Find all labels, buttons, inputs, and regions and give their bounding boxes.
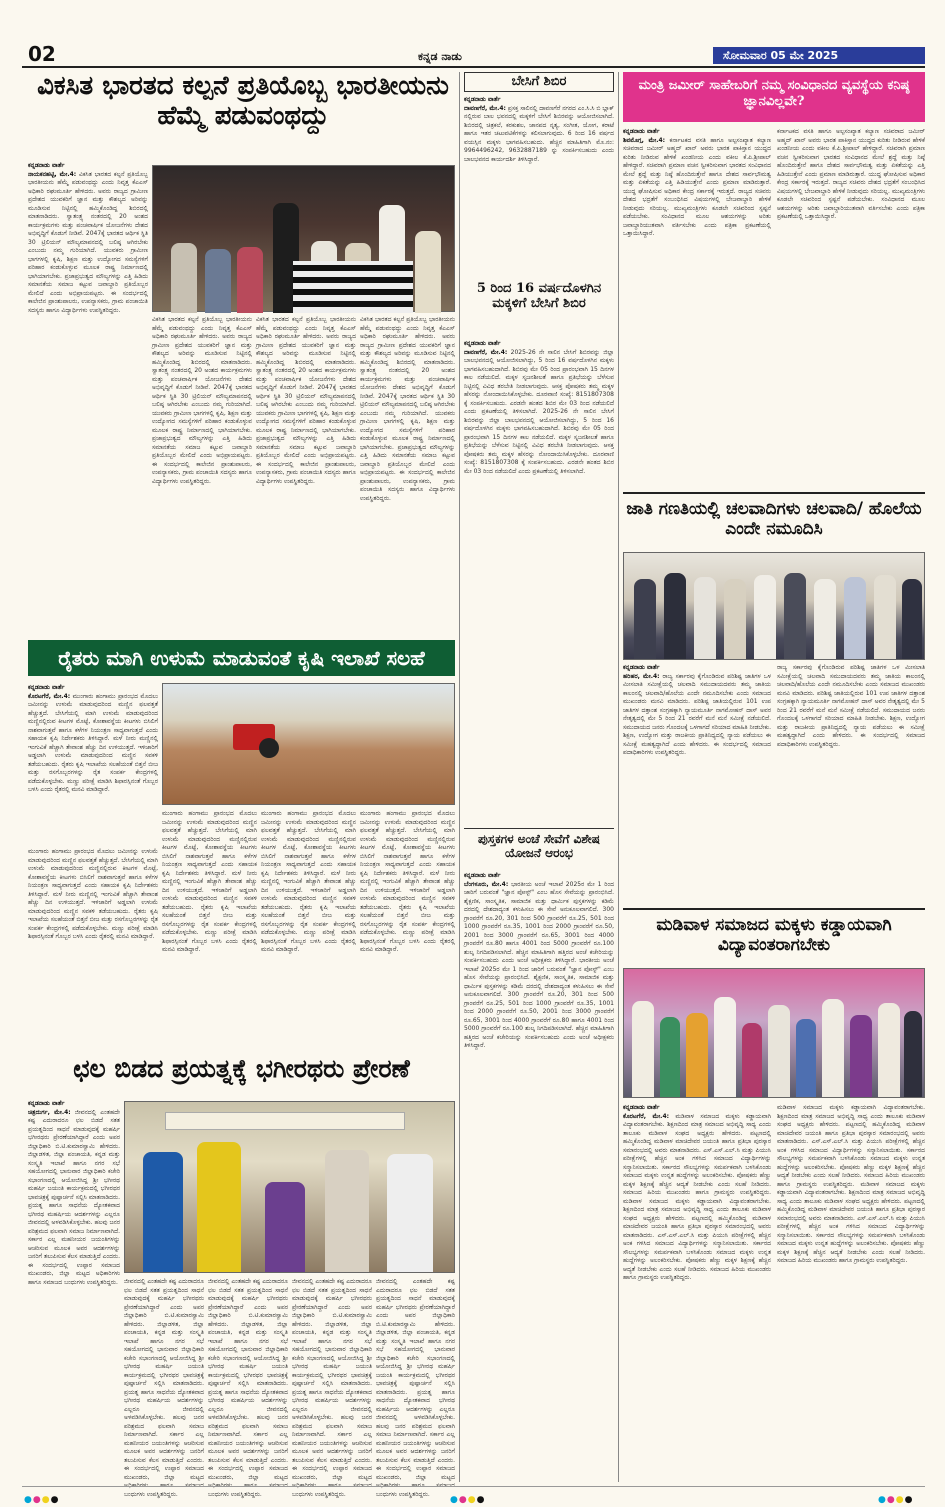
books-text: ಕನ್ನಡನಾಡು ವಾರ್ತೆ ಬೆಂಗಳೂರು, ಮೇ.4: ಭಾರತೀಯ ಅಂಚೆ ಇಲಾಖೆ 2025ರ ಮೇ 1 ರಿಂದ ಜಾರಿಗೆ ಬರುವಂತೆ "ಜ್ಞಾನ ಪೋಸ್ಟ್" ಎಂಬ ಹೊಸ ಸೇವೆಯನ್ನು ಪ್ರಾರಂಭಿಸಿದೆ. ಶೈಕ್ಷಣಿಕ, ಸಾಂಸ್ಕೃತಿಕ, ಸಾಮಾಜಿಕ ಮತ್ತು ಧಾರ್ಮಿಕ ಪುಸ್ತಕಗಳನ್ನು ಕಡಿಮೆ ದರದಲ್ಲಿ ದೇಶದಾದ್ಯಂತ ಕಳುಹಿಸಲು ಈ ಸೇವೆ ಅನುಕೂಲವಾಗಲಿದೆ. 300 ಗ್ರಾಂವರೆಗೆ ರೂ.20, 301 ರಿಂದ 500 ಗ್ರಾಂವರೆಗೆ ರೂ.25, 501 ರಿಂದ 1000 ಗ್ರಾಂವರೆಗೆ ರೂ.35, 1001 ರಿಂದ 2000 ಗ್ರಾಂವರೆಗೆ ರೂ.50, 2001 ರಿಂದ 3000 ಗ್ರಾಂವರೆಗೆ ರೂ.65, 3001 ರಿಂದ 4000 ಗ್ರಾಂವರೆಗೆ ರೂ.80 ಹಾಗೂ 4001 ರಿಂದ 5000 ಗ್ರಾಂವರೆಗೆ ರೂ.100 ಶುಲ್ಕ ನಿಗದಿಪಡಿಸಲಾಗಿದೆ. ಹೆಚ್ಚಿನ ಮಾಹಿತಿಗಾಗಿ ಹತ್ತಿರದ ಅಂಚೆ ಕಚೇರಿಯನ್ನು ಸಂಪರ್ಕಿಸಬಹುದು ಎಂದು ಅಂಚೆ ಅಧೀಕ್ಷಕರು ತಿಳಿಸಿದ್ದಾರೆ. ಭಾರತೀಯ ಅಂಚೆ ಇಲಾಖೆ 2025ರ ಮೇ 1 ರಿಂದ ಜಾರಿಗೆ ಬರುವಂತೆ "ಜ್ಞಾನ ಪೋಸ್ಟ್" ಎಂಬ ಹೊಸ ಸೇವೆಯನ್ನು ಪ್ರಾರಂಭಿಸಿದೆ. ಶೈಕ್ಷಣಿಕ, ಸಾಂಸ್ಕೃತಿಕ, ಸಾಮಾಜಿಕ ಮತ್ತು ಧಾರ್ಮಿಕ ಪುಸ್ತಕಗಳನ್ನು ಕಡಿಮೆ ದರದಲ್ಲಿ ದೇಶದಾದ್ಯಂತ ಕಳುಹಿಸಲು ಈ ಸೇವೆ ಅನುಕೂಲವಾಗಲಿದೆ. 300 ಗ್ರಾಂವರೆಗೆ ರೂ.20, 301 ರಿಂದ 500 ಗ್ರಾಂವರೆಗೆ ರೂ.25, 501 ರಿಂದ 1000 ಗ್ರಾಂವರೆಗೆ ರೂ.35, 1001 ರಿಂದ 2000 ಗ್ರಾಂವರೆಗೆ ರೂ.50, 2001 ರಿಂದ 3000 ಗ್ರಾಂವರೆಗೆ ರೂ.65, 3001 ರಿಂದ 4000 ಗ್ರಾಂವರೆಗೆ ರೂ.80 ಹಾಗೂ 4001 ರಿಂದ 5000 ಗ್ರಾಂವರೆಗೆ ರೂ.100 ಶುಲ್ಕ ನಿಗದಿಪಡಿಸಲಾಗಿದೆ. ಹೆಚ್ಚಿನ ಮಾಹಿತಿಗಾಗಿ ಹತ್ತಿರದ ಅಂಚೆ ಕಚೇರಿಯನ್ನು ಸಂಪರ್ಕಿಸಬಹುದು ಎಂದು ಅಂಚೆ ಅಧೀಕ್ಷಕರು ತಿಳಿಸಿದ್ದಾರೆ. [464, 872, 614, 1049]
farmers-text-col4: ಮುಂಗಾರು ಹಂಗಾಮು ಪ್ರಾರಂಭದ ಮೊದಲು ಜಮೀನನ್ನು ಉಳುಮೆ ಮಾಡುವುದರಿಂದ ಮಣ್ಣಿನ ಫಲವತ್ತತೆ ಹೆಚ್ಚುತ್ತದೆ. ಬೇಸಿಗೆಯಲ್ಲಿ ಮಾಗಿ ಉಳುಮೆ ಮಾಡುವುದರಿಂದ ಮಣ್ಣಿನಲ್ಲಿರುವ ಕೀಟಗಳ ಮೊಟ್ಟೆ, ಕೋಶಾವಸ್ಥೆಯ ಕೀಟಗಳು ಬಿಸಿಲಿಗೆ ನಾಶವಾಗುತ್ತವೆ ಹಾಗೂ ಕಳೆಗಳ ನಿಯಂತ್ರಣ ಸಾಧ್ಯವಾಗುತ್ತದೆ ಎಂದು ಸಹಾಯಕ ಕೃಷಿ ನಿರ್ದೇಶಕರು ತಿಳಿಸಿದ್ದಾರೆ. ಮಳೆ ನೀರು ಮಣ್ಣಿನಲ್ಲಿ ಇಂಗುವಿಕೆ ಹೆಚ್ಚಾಗಿ ತೇವಾಂಶ ಹೆಚ್ಚು ದಿನ ಉಳಿಯುತ್ತದೆ. ಇಳಿಜಾರಿಗೆ ಅಡ್ಡಲಾಗಿ ಉಳುಮೆ ಮಾಡುವುದರಿಂದ ಮಣ್ಣಿನ ಸವಕಳಿ ತಡೆಯಬಹುದು. ರೈತರು ಕೃಷಿ ಇಲಾಖೆಯ ಸಲಹೆಯಂತೆ ಬಿತ್ತನೆ ಬೀಜ ಮತ್ತು ರಸಗೊಬ್ಬರಗಳನ್ನು ರೈತ ಸಂಪರ್ಕ ಕೇಂದ್ರಗಳಲ್ಲಿ ಪಡೆದುಕೊಳ್ಳಬೇಕು. ಮಣ್ಣು ಪರೀಕ್ಷೆ ಮಾಡಿಸಿ ಶಿಫಾರಸ್ಸಿನಂತೆ ಗೊಬ್ಬರ ಬಳಸಿ ಎಂದು ರೈತರಲ್ಲಿ ಮನವಿ ಮಾಡಿದ್ದಾರೆ. [360, 810, 455, 953]
books-body: ಭಾರತೀಯ ಅಂಚೆ ಇಲಾಖೆ 2025ರ ಮೇ 1 ರಿಂದ ಜಾರಿಗೆ ಬರುವಂತೆ "ಜ್ಞಾನ ಪೋಸ್ಟ್" ಎಂಬ ಹೊಸ ಸೇವೆಯನ್ನು ಪ್ರಾರಂಭಿಸಿದೆ. ಶೈಕ್ಷಣಿಕ, ಸಾಂಸ್ಕೃತಿಕ, ಸಾಮಾಜಿಕ ಮತ್ತು ಧಾರ್ಮಿಕ ಪುಸ್ತಕಗಳನ್ನು ಕಡಿಮೆ ದರದಲ್ಲಿ ದೇಶದಾದ್ಯಂತ ಕಳುಹಿಸಲು ಈ ಸೇವೆ ಅನುಕೂಲವಾಗಲಿದೆ. 300 ಗ್ರಾಂವರೆಗೆ ರೂ.20, 301 ರಿಂದ 500 ಗ್ರಾಂವರೆಗೆ ರೂ.25, 501 ರಿಂದ 1000 ಗ್ರಾಂವರೆಗೆ ರೂ.35, 1001 ರಿಂದ 2000 ಗ್ರಾಂವರೆಗೆ ರೂ.50, 2001 ರಿಂದ 3000 ಗ್ರಾಂವರೆಗೆ ರೂ.65, 3001 ರಿಂದ 4000 ಗ್ರಾಂವರೆಗೆ ರೂ.80 ಹಾಗೂ 4001 ರಿಂದ 5000 ಗ್ರಾಂವರೆಗೆ ರೂ.100 ಶುಲ್ಕ ನಿಗದಿಪಡಿಸಲಾಗಿದೆ. ಹೆಚ್ಚಿನ ಮಾಹಿತಿಗಾಗಿ ಹತ್ತಿರದ ಅಂಚೆ ಕಚೇರಿಯನ್ನು ಸಂಪರ್ಕಿಸಬಹುದು ಎಂದು ಅಂಚೆ ಅಧೀಕ್ಷಕರು ತಿಳಿಸಿದ್ದಾರೆ. [464, 880, 614, 964]
farmers-body: ಮುಂಗಾರು ಹಂಗಾಮು ಪ್ರಾರಂಭದ ಮೊದಲು ಜಮೀನನ್ನು ಉಳುಮೆ ಮಾಡುವುದರಿಂದ ಮಣ್ಣಿನ ಫಲವತ್ತತೆ ಹೆಚ್ಚುತ್ತದೆ. ಬೇಸಿಗೆಯಲ್ಲಿ ಮಾಗಿ ಉಳುಮೆ ಮಾಡುವುದರಿಂದ ಮಣ್ಣಿನಲ್ಲಿರುವ ಕೀಟಗಳ ಮೊಟ್ಟೆ, ಕೋಶಾವಸ್ಥೆಯ ಕೀಟಗಳು ಬಿಸಿಲಿಗೆ ನಾಶವಾಗುತ್ತವೆ ಹಾಗೂ ಕಳೆಗಳ ನಿಯಂತ್ರಣ ಸಾಧ್ಯವಾಗುತ್ತದೆ ಎಂದು ಸಹಾಯಕ ಕೃಷಿ ನಿರ್ದೇಶಕರು ತಿಳಿಸಿದ್ದಾರೆ. ಮಳೆ ನೀರು ಮಣ್ಣಿನಲ್ಲಿ ಇಂಗುವಿಕೆ ಹೆಚ್ಚಾಗಿ ತೇವಾಂಶ ಹೆಚ್ಚು ದಿನ ಉಳಿಯುತ್ತದೆ. ಇಳಿಜಾರಿಗೆ ಅಡ್ಡಲಾಗಿ ಉಳುಮೆ ಮಾಡುವುದರಿಂದ ಮಣ್ಣಿನ ಸವಕಳಿ ತಡೆಯಬಹುದು. ರೈತರು ಕೃಷಿ ಇಲಾಖೆಯ ಸಲಹೆಯಂತೆ ಬಿತ್ತನೆ ಬೀಜ ಮತ್ತು ರಸಗೊಬ್ಬರಗಳನ್ನು ರೈತ ಸಂಪರ್ಕ ಕೇಂದ್ರಗಳಲ್ಲಿ ಪಡೆದುಕೊಳ್ಳಬೇಕು. ಮಣ್ಣು ಪರೀಕ್ಷೆ ಮಾಡಿಸಿ ಶಿಫಾರಸ್ಸಿನಂತೆ ಗೊಬ್ಬರ ಬಳಸಿ ಎಂದು ರೈತರಲ್ಲಿ ಮನವಿ ಮಾಡಿದ್ದಾರೆ. [28, 692, 158, 793]
tractor-icon [233, 724, 275, 750]
registration-marks-center-icon: ●●●● [450, 1495, 486, 1505]
column-divider-left [459, 72, 460, 1482]
footer-rule [22, 1486, 925, 1487]
farmers-byline: ಕನ್ನಡನಾಡು ವಾರ್ತೆ [28, 684, 65, 691]
farmers-text-col2: ಮುಂಗಾರು ಹಂಗಾಮು ಪ್ರಾರಂಭದ ಮೊದಲು ಜಮೀನನ್ನು ಉಳುಮೆ ಮಾಡುವುದರಿಂದ ಮಣ್ಣಿನ ಫಲವತ್ತತೆ ಹೆಚ್ಚುತ್ತದೆ. ಬೇಸಿಗೆಯಲ್ಲಿ ಮಾಗಿ ಉಳುಮೆ ಮಾಡುವುದರಿಂದ ಮಣ್ಣಿನಲ್ಲಿರುವ ಕೀಟಗಳ ಮೊಟ್ಟೆ, ಕೋಶಾವಸ್ಥೆಯ ಕೀಟಗಳು ಬಿಸಿಲಿಗೆ ನಾಶವಾಗುತ್ತವೆ ಹಾಗೂ ಕಳೆಗಳ ನಿಯಂತ್ರಣ ಸಾಧ್ಯವಾಗುತ್ತದೆ ಎಂದು ಸಹಾಯಕ ಕೃಷಿ ನಿರ್ದೇಶಕರು ತಿಳಿಸಿದ್ದಾರೆ. ಮಳೆ ನೀರು ಮಣ್ಣಿನಲ್ಲಿ ಇಂಗುವಿಕೆ ಹೆಚ್ಚಾಗಿ ತೇವಾಂಶ ಹೆಚ್ಚು ದಿನ ಉಳಿಯುತ್ತದೆ. ಇಳಿಜಾರಿಗೆ ಅಡ್ಡಲಾಗಿ ಉಳುಮೆ ಮಾಡುವುದರಿಂದ ಮಣ್ಣಿನ ಸವಕಳಿ ತಡೆಯಬಹುದು. ರೈತರು ಕೃಷಿ ಇಲಾಖೆಯ ಸಲಹೆಯಂತೆ ಬಿತ್ತನೆ ಬೀಜ ಮತ್ತು ರಸಗೊಬ್ಬರಗಳನ್ನು ರೈತ ಸಂಪರ್ಕ ಕೇಂದ್ರಗಳಲ್ಲಿ ಪಡೆದುಕೊಳ್ಳಬೇಕು. ಮಣ್ಣು ಪರೀಕ್ಷೆ ಮಾಡಿಸಿ ಶಿಫಾರಸ್ಸಿನಂತೆ ಗೊಬ್ಬರ ಬಳಸಿ ಎಂದು ರೈತರಲ್ಲಿ ಮನವಿ ಮಾಡಿದ್ದಾರೆ. [162, 810, 257, 953]
books-headline: ಪುಸ್ತಕಗಳ ಅಂಚೆ ಸೇವೆಗೆ ವಿಶೇಷ ಯೋಜನೆ ಆರಂಭ [464, 828, 614, 861]
books-dateline: ಬೆಂಗಳೂರು, ಮೇ.4: [464, 880, 509, 888]
main-story-text-col3: ವಿಕಸಿತ ಭಾರತದ ಕಲ್ಪನೆ ಪ್ರತಿಯೊಬ್ಬ ಭಾರತೀಯನು ಹೆಮ್ಮೆ ಪಡುವಂಥದ್ದು ಎಂದು ನಿವೃತ್ತ ಕೆಎಎಸ್ ಅಧಿಕಾರಿ ರಘುಮೂರ್ತಿ ಹೇಳಿದರು. ಅವರು ರಾಜ್ಯದ ಗ್ರಾಮೀಣ ಪ್ರದೇಶದ ಯುವಕರಿಗೆ ಜ್ಞಾನ ಮತ್ತು ಕೌಶಲ್ಯದ ಅರಿವನ್ನು ಮೂಡಿಸುವ ನಿಟ್ಟಿನಲ್ಲಿ ಹಮ್ಮಿಕೊಂಡಿದ್ದ ಶಿಬಿರದಲ್ಲಿ ಮಾತನಾಡಿದರು. ಸ್ವಾತಂತ್ರ್ಯ ನಂತರದಲ್ಲಿ 20 ಅಂಶದ ಕಾರ್ಯಕ್ರಮಗಳು ಮತ್ತು ಪಂಚವಾರ್ಷಿಕ ಯೋಜನೆಗಳು ದೇಶದ ಅಭಿವೃದ್ಧಿಗೆ ಕೊಡುಗೆ ನೀಡಿವೆ. 2047ಕ್ಕೆ ಭಾರತದ ಆರ್ಥಿಕ ಸ್ಥಿತಿ 30 ಟ್ರಿಲಿಯನ್ ಮೌಲ್ಯಮಾಪನದಲ್ಲಿ ಬಲಿಷ್ಠ ಆಗಿರಬೇಕು ಎಂಬುದು ನಮ್ಮ ಗುರಿಯಾಗಿದೆ. ಯುವಕರು ಗ್ರಾಮೀಣ ಭಾಗಗಳಲ್ಲಿ ಕೃಷಿ, ಶಿಕ್ಷಣ ಮತ್ತು ಉದ್ಯೋಗದ ಸಮಸ್ಯೆಗಳಿಗೆ ಪರಿಹಾರ ಕಂಡುಕೊಳ್ಳುವ ಮೂಲಕ ರಾಷ್ಟ್ರ ನಿರ್ಮಾಣದಲ್ಲಿ ಭಾಗಿಯಾಗಬೇಕು. ಪ್ರಜಾಪ್ರಭುತ್ವದ ಮೌಲ್ಯಗಳನ್ನು ಎತ್ತಿ ಹಿಡಿದು ಸಮಾನತೆಯ ಸಮಾಜ ಕಟ್ಟುವ ಜವಾಬ್ದಾರಿ ಪ್ರತಿಯೊಬ್ಬರ ಮೇಲಿದೆ ಎಂದು ಅಭಿಪ್ರಾಯಪಟ್ಟರು. ಈ ಸಂದರ್ಭದಲ್ಲಿ ಕಾಲೇಜಿನ ಪ್ರಾಂಶುಪಾಲರು, ಉಪನ್ಯಾಸಕರು, ಗ್ರಾಮ ಪಂಚಾಯಿತಿ ಸದಸ್ಯರು ಹಾಗೂ ವಿದ್ಯಾರ್ಥಿಗಳು ಉಪಸ್ಥಿತರಿದ್ದರು. [256, 316, 356, 485]
bhagiratha-body: ಜೀವನದಲ್ಲಿ ಎಂತಹದೇ ಕಷ್ಟ ಎದುರಾದರೂ ಛಲ ಬಿಡದೆ ಸತತ ಪ್ರಯತ್ನದಿಂದ ಸಾಧನೆ ಮಾಡುವುದಕ್ಕೆ ಮಹರ್ಷಿ ಭಗೀರಥರು ಪ್ರೇರಣೆಯಾಗಿದ್ದಾರೆ ಎಂದು ಅಪರ ಜಿಲ್ಲಾಧಿಕಾರಿ ಬಿ.ಟಿ.ಕುಮಾರಸ್ವಾಮಿ ಹೇಳಿದರು. ಜಿಲ್ಲಾಡಳಿತ, ಜಿಲ್ಲಾ ಪಂಚಾಯತಿ, ಕನ್ನಡ ಮತ್ತು ಸಂಸ್ಕೃತಿ ಇಲಾಖೆ ಹಾಗೂ ನಗರ ಸಭೆ ಸಹಯೋಗದಲ್ಲಿ ಭಾನುವಾರ ಜಿಲ್ಲಾಧಿಕಾರಿ ಕಚೇರಿ ಸಭಾಂಗಣದಲ್ಲಿ ಆಯೋಜಿಸಿದ್ದ ಶ್ರೀ ಭಗೀರಥ ಮಹರ್ಷಿ ಜಯಂತಿ ಕಾರ್ಯಕ್ರಮದಲ್ಲಿ ಭಗೀರಥರ ಭಾವಚಿತ್ರಕ್ಕೆ ಪುಷ್ಪಾರ್ಚನೆ ಸಲ್ಲಿಸಿ ಮಾತನಾಡಿದರು. ಪ್ರಯತ್ನ ಹಾಗೂ ಸಾಧನೆಯ ದ್ಯೋತಕವಾದ ಭಗೀರಥ ಮಹರ್ಷಿಯ ಆದರ್ಶಗಳನ್ನು ಎಲ್ಲರೂ ಜೀವನದಲ್ಲಿ ಅಳವಡಿಸಿಕೊಳ್ಳಬೇಕು. ಹಲವು ಜನರ ಪರಿಶ್ರಮದ ಫಲವಾಗಿ ಸಮಾಜ ನಿರ್ಮಾಣವಾಗಿದೆ. ಸರ್ಕಾರ ಎಲ್ಲ ಮಹನೀಯರ ಜಯಂತಿಗಳನ್ನು ಆಚರಿಸುವ ಮೂಲಕ ಅವರ ಆದರ್ಶಗಳನ್ನು ಜನರಿಗೆ ತಲುಪಿಸುವ ಕೆಲಸ ಮಾಡುತ್ತಿದೆ ಎಂದರು. ಈ ಸಂದರ್ಭದಲ್ಲಿ ಉಪ್ಪಾರ ಸಮಾಜದ ಮುಖಂಡರು, ಜಿಲ್ಲಾ ಮಟ್ಟದ ಅಧಿಕಾರಿಗಳು ಹಾಗೂ ಸಮಾಜದ ಬಂಧುಗಳು ಉಪಸ್ಥಿತರಿದ್ದರು. [28, 1108, 120, 1286]
main-body: ವಿಕಸಿತ ಭಾರತದ ಕಲ್ಪನೆ ಪ್ರತಿಯೊಬ್ಬ ಭಾರತೀಯನು ಹೆಮ್ಮೆ ಪಡುವಂಥದ್ದು ಎಂದು ನಿವೃತ್ತ ಕೆಎಎಸ್ ಅಧಿಕಾರಿ ರಘುಮೂರ್ತಿ ಹೇಳಿದರು. ಅವರು ರಾಜ್ಯದ ಗ್ರಾಮೀಣ ಪ್ರದೇಶದ ಯುವಕರಿಗೆ ಜ್ಞಾನ ಮತ್ತು ಕೌಶಲ್ಯದ ಅರಿವನ್ನು ಮೂಡಿಸುವ ನಿಟ್ಟಿನಲ್ಲಿ ಹಮ್ಮಿಕೊಂಡಿದ್ದ ಶಿಬಿರದಲ್ಲಿ ಮಾತನಾಡಿದರು. ಸ್ವಾತಂತ್ರ್ಯ ನಂತರದಲ್ಲಿ 20 ಅಂಶದ ಕಾರ್ಯಕ್ರಮಗಳು ಮತ್ತು ಪಂಚವಾರ್ಷಿಕ ಯೋಜನೆಗಳು ದೇಶದ ಅಭಿವೃದ್ಧಿಗೆ ಕೊಡುಗೆ ನೀಡಿವೆ. 2047ಕ್ಕೆ ಭಾರತದ ಆರ್ಥಿಕ ಸ್ಥಿತಿ 30 ಟ್ರಿಲಿಯನ್ ಮೌಲ್ಯಮಾಪನದಲ್ಲಿ ಬಲಿಷ್ಠ ಆಗಿರಬೇಕು ಎಂಬುದು ನಮ್ಮ ಗುರಿಯಾಗಿದೆ. ಯುವಕರು ಗ್ರಾಮೀಣ ಭಾಗಗಳಲ್ಲಿ ಕೃಷಿ, ಶಿಕ್ಷಣ ಮತ್ತು ಉದ್ಯೋಗದ ಸಮಸ್ಯೆಗಳಿಗೆ ಪರಿಹಾರ ಕಂಡುಕೊಳ್ಳುವ ಮೂಲಕ ರಾಷ್ಟ್ರ ನಿರ್ಮಾಣದಲ್ಲಿ ಭಾಗಿಯಾಗಬೇಕು. ಪ್ರಜಾಪ್ರಭುತ್ವದ ಮೌಲ್ಯಗಳನ್ನು ಎತ್ತಿ ಹಿಡಿದು ಸಮಾನತೆಯ ಸಮಾಜ ಕಟ್ಟುವ ಜವಾಬ್ದಾರಿ ಪ್ರತಿಯೊಬ್ಬರ ಮೇಲಿದೆ ಎಂದು ಅಭಿಪ್ರಾಯಪಟ್ಟರು. ಈ ಸಂದರ್ಭದಲ್ಲಿ ಕಾಲೇಜಿನ ಪ್ರಾಂಶುಪಾಲರು, ಉಪನ್ಯಾಸಕರು, ಗ್ರಾಮ ಪಂಚಾಯಿತಿ ಸದಸ್ಯರು ಹಾಗೂ ವಿದ್ಯಾರ್ಥಿಗಳು ಉಪಸ್ಥಿತರಿದ್ದರು. [28, 170, 148, 314]
minister-body: ಕರ್ನಾಟಕದ ವಸತಿ ಹಾಗೂ ಅಲ್ಪಸಂಖ್ಯಾತ ಕಲ್ಯಾಣ ಸಚಿವರಾದ ಜಮೀರ್ ಅಹ್ಮದ್ ಖಾನ್ ಅವರು ಭಾರತ ಪಾಕಿಸ್ತಾನ ಯುದ್ಧದ ಕುರಿತು ನೀಡಿರುವ ಹೇಳಿಕೆ ಖಂಡನೀಯ ಎಂದು ವಕೀಲ ಕೆ.ಪಿ.ಶ್ರೀಪಾಲ್ ಹೇಳಿದ್ದಾರೆ. ಸಚಿವರಾಗಿ ಪ್ರಮಾಣ ವಚನ ಸ್ವೀಕರಿಸುವಾಗ ಭಾರತದ ಸಂವಿಧಾನದ ಮೇಲೆ ಶ್ರದ್ಧೆ ಮತ್ತು ನಿಷ್ಠೆ ಹೊಂದಿರುತ್ತೇನೆ ಹಾಗೂ ದೇಶದ ಸಾರ್ವಭೌಮತ್ವ ಮತ್ತು ಏಕತೆಯನ್ನು ಎತ್ತಿ ಹಿಡಿಯುತ್ತೇನೆ ಎಂದು ಪ್ರಮಾಣ ಮಾಡಿರುತ್ತಾರೆ. ಯುದ್ಧ ಘೋಷಿಸುವ ಅಧಿಕಾರ ಕೇಂದ್ರ ಸರ್ಕಾರಕ್ಕೆ ಇರುತ್ತದೆ. ರಾಜ್ಯದ ಸಚಿವರು ದೇಶದ ಭದ್ರತೆಗೆ ಸಂಬಂಧಿಸಿದ ವಿಷಯಗಳಲ್ಲಿ ಬೇಜವಾಬ್ದಾರಿ ಹೇಳಿಕೆ ನೀಡುವುದು ಸರಿಯಲ್ಲ. ಮುಖ್ಯಮಂತ್ರಿಗಳು ಕೂಡಲೇ ಸಚಿವರಿಂದ ಸ್ಪಷ್ಟನೆ ಪಡೆಯಬೇಕು. ಸಂವಿಧಾನದ ಮೂಲ ಆಶಯಗಳನ್ನು ಅರಿತು ಜವಾಬ್ದಾರಿಯುತವಾಗಿ ವರ್ತಿಸಬೇಕು ಎಂದು ಪತ್ರಿಕಾ ಪ್ರಕಟಣೆಯಲ್ಲಿ ಒತ್ತಾಯಿಸಿದ್ದಾರೆ. [623, 136, 771, 237]
main-story-photo [152, 165, 455, 312]
camp2-headline: 5 ರಿಂದ 16 ವರ್ಷದೊಳಗಿನ ಮಕ್ಕಳಿಗೆ ಬೇಸಿಗೆ ಶಿಬಿರ [476, 281, 602, 311]
minister-text-col2: ಕರ್ನಾಟಕದ ವಸತಿ ಹಾಗೂ ಅಲ್ಪಸಂಖ್ಯಾತ ಕಲ್ಯಾಣ ಸಚಿವರಾದ ಜಮೀರ್ ಅಹ್ಮದ್ ಖಾನ್ ಅವರು ಭಾರತ ಪಾಕಿಸ್ತಾನ ಯುದ್ಧದ ಕುರಿತು ನೀಡಿರುವ ಹೇಳಿಕೆ ಖಂಡನೀಯ ಎಂದು ವಕೀಲ ಕೆ.ಪಿ.ಶ್ರೀಪಾಲ್ ಹೇಳಿದ್ದಾರೆ. ಸಚಿವರಾಗಿ ಪ್ರಮಾಣ ವಚನ ಸ್ವೀಕರಿಸುವಾಗ ಭಾರತದ ಸಂವಿಧಾನದ ಮೇಲೆ ಶ್ರದ್ಧೆ ಮತ್ತು ನಿಷ್ಠೆ ಹೊಂದಿರುತ್ತೇನೆ ಹಾಗೂ ದೇಶದ ಸಾರ್ವಭೌಮತ್ವ ಮತ್ತು ಏಕತೆಯನ್ನು ಎತ್ತಿ ಹಿಡಿಯುತ್ತೇನೆ ಎಂದು ಪ್ರಮಾಣ ಮಾಡಿರುತ್ತಾರೆ. ಯುದ್ಧ ಘೋಷಿಸುವ ಅಧಿಕಾರ ಕೇಂದ್ರ ಸರ್ಕಾರಕ್ಕೆ ಇರುತ್ತದೆ. ರಾಜ್ಯದ ಸಚಿವರು ದೇಶದ ಭದ್ರತೆಗೆ ಸಂಬಂಧಿಸಿದ ವಿಷಯಗಳಲ್ಲಿ ಬೇಜವಾಬ್ದಾರಿ ಹೇಳಿಕೆ ನೀಡುವುದು ಸರಿಯಲ್ಲ. ಮುಖ್ಯಮಂತ್ರಿಗಳು ಕೂಡಲೇ ಸಚಿವರಿಂದ ಸ್ಪಷ್ಟನೆ ಪಡೆಯಬೇಕು. ಸಂವಿಧಾನದ ಮೂಲ ಆಶಯಗಳನ್ನು ಅರಿತು ಜವಾಬ್ದಾರಿಯುತವಾಗಿ ವರ್ತಿಸಬೇಕು ಎಂದು ಪತ್ರಿಕಾ ಪ್ರಕಟಣೆಯಲ್ಲಿ ಒತ್ತಾಯಿಸಿದ್ದಾರೆ. [777, 128, 925, 220]
bhagiratha-text-col5: ಜೀವನದಲ್ಲಿ ಎಂತಹದೇ ಕಷ್ಟ ಎದುರಾದರೂ ಛಲ ಬಿಡದೆ ಸತತ ಪ್ರಯತ್ನದಿಂದ ಸಾಧನೆ ಮಾಡುವುದಕ್ಕೆ ಮಹರ್ಷಿ ಭಗೀರಥರು ಪ್ರೇರಣೆಯಾಗಿದ್ದಾರೆ ಎಂದು ಅಪರ ಜಿಲ್ಲಾಧಿಕಾರಿ ಬಿ.ಟಿ.ಕುಮಾರಸ್ವಾಮಿ ಹೇಳಿದರು. ಜಿಲ್ಲಾಡಳಿತ, ಜಿಲ್ಲಾ ಪಂಚಾಯತಿ, ಕನ್ನಡ ಮತ್ತು ಸಂಸ್ಕೃತಿ ಇಲಾಖೆ ಹಾಗೂ ನಗರ ಸಭೆ ಸಹಯೋಗದಲ್ಲಿ ಭಾನುವಾರ ಜಿಲ್ಲಾಧಿಕಾರಿ ಕಚೇರಿ ಸಭಾಂಗಣದಲ್ಲಿ ಆಯೋಜಿಸಿದ್ದ ಶ್ರೀ ಭಗೀರಥ ಮಹರ್ಷಿ ಜಯಂತಿ ಕಾರ್ಯಕ್ರಮದಲ್ಲಿ ಭಗೀರಥರ ಭಾವಚಿತ್ರಕ್ಕೆ ಪುಷ್ಪಾರ್ಚನೆ ಸಲ್ಲಿಸಿ ಮಾತನಾಡಿದರು. ಪ್ರಯತ್ನ ಹಾಗೂ ಸಾಧನೆಯ ದ್ಯೋತಕವಾದ ಭಗೀರಥ ಮಹರ್ಷಿಯ ಆದರ್ಶಗಳನ್ನು ಎಲ್ಲರೂ ಜೀವನದಲ್ಲಿ ಅಳವಡಿಸಿಕೊಳ್ಳಬೇಕು. ಹಲವು ಜನರ ಪರಿಶ್ರಮದ ಫಲವಾಗಿ ಸಮಾಜ ನಿರ್ಮಾಣವಾಗಿದೆ. ಸರ್ಕಾರ ಎಲ್ಲ ಮಹನೀಯರ ಜಯಂತಿಗಳನ್ನು ಆಚರಿಸುವ ಮೂಲಕ ಅವರ ಆದರ್ಶಗಳನ್ನು ಜನರಿಗೆ ತಲುಪಿಸುವ ಕೆಲಸ ಮಾಡುತ್ತಿದೆ ಎಂದರು. ಈ ಸಂದರ್ಭದಲ್ಲಿ ಉಪ್ಪಾರ ಸಮಾಜದ ಮುಖಂಡರು, ಜಿಲ್ಲಾ ಮಟ್ಟದ ಬಂಧುಗಳು ಉಪಸ್ಥಿತರಿದ್ದರು. [376, 1278, 455, 1498]
camp2-body: 2025-26 ನೇ ಸಾಲಿನ ಬೇಸಿಗೆ ಶಿಬಿರವನ್ನು ಜಿಲ್ಲಾ ಬಾಲಭವನದಲ್ಲಿ ಆಯೋಜಿಸಲಾಗಿದ್ದು, 5 ರಿಂದ 16 ವರ್ಷದೊಳಗಿನ ಮಕ್ಕಳು ಭಾಗವಹಿಸಬಹುದಾಗಿದೆ. ಶಿಬಿರವು ಮೇ 05 ರಿಂದ ಪ್ರಾರಂಭವಾಗಿ 15 ದಿನಗಳ ಕಾಲ ನಡೆಯಲಿದೆ. ಮಕ್ಕಳ ಸೃಜನಶೀಲತೆ ಹಾಗೂ ಪ್ರತಿಭೆಯನ್ನು ಬೆಳೆಸುವ ನಿಟ್ಟಿನಲ್ಲಿ ವಿವಿಧ ತರಬೇತಿ ನೀಡಲಾಗುವುದು. ಆಸಕ್ತ ಪೋಷಕರು ತಮ್ಮ ಮಕ್ಕಳ ಹೆಸರನ್ನು ನೋಂದಾಯಿಸಿಕೊಳ್ಳಬೇಕು. ದೂರವಾಣಿ ಸಂಖ್ಯೆ: 8151807308 ಕ್ಕೆ ಸಂಪರ್ಕಿಸಬಹುದು. ಎರಡನೇ ಹಂತದ ಶಿಬಿರ ಮೇ 03 ರಿಂದ ನಡೆಯಲಿದೆ ಎಂದು ಪ್ರಕಟಣೆಯಲ್ಲಿ ತಿಳಿಸಲಾಗಿದೆ. [464, 348, 614, 415]
farmers-text-col3: ಮುಂಗಾರು ಹಂಗಾಮು ಪ್ರಾರಂಭದ ಮೊದಲು ಜಮೀನನ್ನು ಉಳುಮೆ ಮಾಡುವುದರಿಂದ ಮಣ್ಣಿನ ಫಲವತ್ತತೆ ಹೆಚ್ಚುತ್ತದೆ. ಬೇಸಿಗೆಯಲ್ಲಿ ಮಾಗಿ ಉಳುಮೆ ಮಾಡುವುದರಿಂದ ಮಣ್ಣಿನಲ್ಲಿರುವ ಕೀಟಗಳ ಮೊಟ್ಟೆ, ಕೋಶಾವಸ್ಥೆಯ ಕೀಟಗಳು ಬಿಸಿಲಿಗೆ ನಾಶವಾಗುತ್ತವೆ ಹಾಗೂ ಕಳೆಗಳ ನಿಯಂತ್ರಣ ಸಾಧ್ಯವಾಗುತ್ತದೆ ಎಂದು ಸಹಾಯಕ ಕೃಷಿ ನಿರ್ದೇಶಕರು ತಿಳಿಸಿದ್ದಾರೆ. ಮಳೆ ನೀರು ಮಣ್ಣಿನಲ್ಲಿ ಇಂಗುವಿಕೆ ಹೆಚ್ಚಾಗಿ ತೇವಾಂಶ ಹೆಚ್ಚು ದಿನ ಉಳಿಯುತ್ತದೆ. ಇಳಿಜಾರಿಗೆ ಅಡ್ಡಲಾಗಿ ಉಳುಮೆ ಮಾಡುವುದರಿಂದ ಮಣ್ಣಿನ ಸವಕಳಿ ತಡೆಯಬಹುದು. ರೈತರು ಕೃಷಿ ಇಲಾಖೆಯ ಸಲಹೆಯಂತೆ ಬಿತ್ತನೆ ಬೀಜ ಮತ್ತು ರಸಗೊಬ್ಬರಗಳನ್ನು ರೈತ ಸಂಪರ್ಕ ಕೇಂದ್ರಗಳಲ್ಲಿ ಪಡೆದುಕೊಳ್ಳಬೇಕು. ಮಣ್ಣು ಪರೀಕ್ಷೆ ಮಾಡಿಸಿ ಶಿಫಾರಸ್ಸಿನಂತೆ ಗೊಬ್ಬರ ಬಳಸಿ ಎಂದು ರೈತರಲ್ಲಿ ಮನವಿ ಮಾಡಿದ್ದಾರೆ. [261, 810, 356, 953]
farmers-headline: ರೈತರು ಮಾಗಿ ಉಳುಮೆ ಮಾಡುವಂತೆ ಕೃಷಿ ಇಲಾಖೆ ಸಲಹೆ [28, 640, 455, 676]
masthead [0, 0, 945, 66]
column-divider-right [618, 72, 619, 1482]
minister-text-col1 [623, 128, 771, 483]
main-headline: ವಿಕಸಿತ ಭಾರತದ ಕಲ್ಪನೆ ಪ್ರತಿಯೊಬ್ಬ ಭಾರತೀಯನು ಹೆಮ್ಮೆ ಪಡುವಂಥದ್ದು [37, 71, 449, 131]
madivala-byline: ಕನ್ನಡನಾಡು ವಾರ್ತೆ [623, 1104, 660, 1111]
census-text-col1 [623, 664, 771, 894]
bhagiratha-text-col4: ಜೀವನದಲ್ಲಿ ಎಂತಹದೇ ಕಷ್ಟ ಎದುರಾದರೂ ಛಲ ಬಿಡದೆ ಸತತ ಪ್ರಯತ್ನದಿಂದ ಸಾಧನೆ ಮಾಡುವುದಕ್ಕೆ ಮಹರ್ಷಿ ಭಗೀರಥರು ಪ್ರೇರಣೆಯಾಗಿದ್ದಾರೆ ಎಂದು ಅಪರ ಜಿಲ್ಲಾಧಿಕಾರಿ ಬಿ.ಟಿ.ಕುಮಾರಸ್ವಾಮಿ ಹೇಳಿದರು. ಜಿಲ್ಲಾಡಳಿತ, ಜಿಲ್ಲಾ ಪಂಚಾಯತಿ, ಕನ್ನಡ ಮತ್ತು ಸಂಸ್ಕೃತಿ ಇಲಾಖೆ ಹಾಗೂ ನಗರ ಸಭೆ ಸಹಯೋಗದಲ್ಲಿ ಭಾನುವಾರ ಜಿಲ್ಲಾಧಿಕಾರಿ ಕಚೇರಿ ಸಭಾಂಗಣದಲ್ಲಿ ಆಯೋಜಿಸಿದ್ದ ಶ್ರೀ ಭಗೀರಥ ಮಹರ್ಷಿ ಜಯಂತಿ ಕಾರ್ಯಕ್ರಮದಲ್ಲಿ ಭಗೀರಥರ ಭಾವಚಿತ್ರಕ್ಕೆ ಪುಷ್ಪಾರ್ಚನೆ ಸಲ್ಲಿಸಿ ಮಾತನಾಡಿದರು. ಪ್ರಯತ್ನ ಹಾಗೂ ಸಾಧನೆಯ ದ್ಯೋತಕವಾದ ಭಗೀರಥ ಮಹರ್ಷಿಯ ಆದರ್ಶಗಳನ್ನು ಎಲ್ಲರೂ ಜೀವನದಲ್ಲಿ ಅಳವಡಿಸಿಕೊಳ್ಳಬೇಕು. ಹಲವು ಜನರ ಪರಿಶ್ರಮದ ಫಲವಾಗಿ ಸಮಾಜ ನಿರ್ಮಾಣವಾಗಿದೆ. ಸರ್ಕಾರ ಎಲ್ಲ ಮಹನೀಯರ ಜಯಂತಿಗಳನ್ನು ಆಚರಿಸುವ ಮೂಲಕ ಅವರ ಆದರ್ಶಗಳನ್ನು ಜನರಿಗೆ ತಲುಪಿಸುವ ಕೆಲಸ ಮಾಡುತ್ತಿದೆ ಎಂದರು. ಈ ಸಂದರ್ಭದಲ್ಲಿ ಉಪ್ಪಾರ ಸಮಾಜದ ಮುಖಂಡರು, ಜಿಲ್ಲಾ ಮಟ್ಟದ ಬಂಧುಗಳು ಉಪಸ್ಥಿತರಿದ್ದರು. [292, 1278, 372, 1498]
camp2-dateline: ದಾವಣಗೆರೆ, ಮೇ.4: [464, 348, 508, 356]
camp2-byline: ಕನ್ನಡನಾಡು ವಾರ್ತೆ [464, 340, 501, 347]
minister-headline: ಮಂತ್ರಿ ಜಮೀರ್ ಸಾಹೇಬರಿಗೆ ನಮ್ಮ ಸಂವಿಧಾನದ ವ್ಯವಸ್ಥೆಯ ಕನಿಷ್ಠ ಜ್ಞಾನವಿಲ್ಲವೇ? [623, 72, 925, 122]
bhagiratha-text-col3: ಜೀವನದಲ್ಲಿ ಎಂತಹದೇ ಕಷ್ಟ ಎದುರಾದರೂ ಛಲ ಬಿಡದೆ ಸತತ ಪ್ರಯತ್ನದಿಂದ ಸಾಧನೆ ಮಾಡುವುದಕ್ಕೆ ಮಹರ್ಷಿ ಭಗೀರಥರು ಪ್ರೇರಣೆಯಾಗಿದ್ದಾರೆ ಎಂದು ಅಪರ ಜಿಲ್ಲಾಧಿಕಾರಿ ಬಿ.ಟಿ.ಕುಮಾರಸ್ವಾಮಿ ಹೇಳಿದರು. ಜಿಲ್ಲಾಡಳಿತ, ಜಿಲ್ಲಾ ಪಂಚಾಯತಿ, ಕನ್ನಡ ಮತ್ತು ಸಂಸ್ಕೃತಿ ಇಲಾಖೆ ಹಾಗೂ ನಗರ ಸಭೆ ಸಹಯೋಗದಲ್ಲಿ ಭಾನುವಾರ ಜಿಲ್ಲಾಧಿಕಾರಿ ಕಚೇರಿ ಸಭಾಂಗಣದಲ್ಲಿ ಆಯೋಜಿಸಿದ್ದ ಶ್ರೀ ಭಗೀರಥ ಮಹರ್ಷಿ ಜಯಂತಿ ಕಾರ್ಯಕ್ರಮದಲ್ಲಿ ಭಗೀರಥರ ಭಾವಚಿತ್ರಕ್ಕೆ ಪುಷ್ಪಾರ್ಚನೆ ಸಲ್ಲಿಸಿ ಮಾತನಾಡಿದರು. ಪ್ರಯತ್ನ ಹಾಗೂ ಸಾಧನೆಯ ದ್ಯೋತಕವಾದ ಭಗೀರಥ ಮಹರ್ಷಿಯ ಆದರ್ಶಗಳನ್ನು ಎಲ್ಲರೂ ಜೀವನದಲ್ಲಿ ಅಳವಡಿಸಿಕೊಳ್ಳಬೇಕು. ಹಲವು ಜನರ ಪರಿಶ್ರಮದ ಫಲವಾಗಿ ಸಮಾಜ ನಿರ್ಮಾಣವಾಗಿದೆ. ಸರ್ಕಾರ ಎಲ್ಲ ಮಹನೀಯರ ಜಯಂತಿಗಳನ್ನು ಆಚರಿಸುವ ಮೂಲಕ ಅವರ ಆದರ್ಶಗಳನ್ನು ಜನರಿಗೆ ತಲುಪಿಸುವ ಕೆಲಸ ಮಾಡುತ್ತಿದೆ ಎಂದರು. ಈ ಸಂದರ್ಭದಲ್ಲಿ ಉಪ್ಪಾರ ಸಮಾಜದ ಮುಖಂಡರು, ಜಿಲ್ಲಾ ಮಟ್ಟದ ಬಂಧುಗಳು ಉಪಸ್ಥಿತರಿದ್ದರು. [208, 1278, 288, 1498]
madivala-text-col1: ಕನ್ನಡನಾಡು ವಾರ್ತೆ ಕೊರಟಗೆರೆ, ಮೇ.4: ಮಡಿವಾಳ ಸಮಾಜದ ಮಕ್ಕಳು ಕಡ್ಡಾಯವಾಗಿ ವಿದ್ಯಾವಂತರಾಗಬೇಕು. ಶಿಕ್ಷಣದಿಂದ ಮಾತ್ರ ಸಮಾಜದ ಅಭಿವೃದ್ಧಿ ಸಾಧ್ಯ ಎಂದು ತಾಲೂಕು ಮಡಿವಾಳ ಸಂಘದ ಅಧ್ಯಕ್ಷರು ಹೇಳಿದರು. ಪಟ್ಟಣದಲ್ಲಿ ಹಮ್ಮಿಕೊಂಡಿದ್ದ ಮಡಿವಾಳ ಮಾಚಿದೇವರ ಜಯಂತಿ ಹಾಗೂ ಪ್ರತಿಭಾ ಪುರಸ್ಕಾರ ಸಮಾರಂಭದಲ್ಲಿ ಅವರು ಮಾತನಾಡಿದರು. ಎಸ್.ಎಸ್.ಎಲ್.ಸಿ ಮತ್ತು ಪಿಯುಸಿ ಪರೀಕ್ಷೆಗಳಲ್ಲಿ ಹೆಚ್ಚಿನ ಅಂಕ ಗಳಿಸಿದ ಸಮಾಜದ ವಿದ್ಯಾರ್ಥಿಗಳನ್ನು ಸನ್ಮಾನಿಸಲಾಯಿತು. ಸರ್ಕಾರದ ಸೌಲಭ್ಯಗಳನ್ನು ಸಮರ್ಪಕವಾಗಿ ಬಳಸಿಕೊಂಡು ಸಮಾಜದ ಮಕ್ಕಳು ಉನ್ನತ ಹುದ್ದೆಗಳನ್ನು ಅಲಂಕರಿಸಬೇಕು. ಪೋಷಕರು ಹೆಣ್ಣು ಮಕ್ಕಳ ಶಿಕ್ಷಣಕ್ಕೆ ಹೆಚ್ಚಿನ ಆದ್ಯತೆ ನೀಡಬೇಕು ಎಂದು ಸಲಹೆ ನೀಡಿದರು. ಸಮಾಜದ ಹಿರಿಯ ಮುಖಂಡರು ಹಾಗೂ ಗ್ರಾಮಸ್ಥರು ಉಪಸ್ಥಿತರಿದ್ದರು. ಮಡಿವಾಳ ಸಮಾಜದ ಮಕ್ಕಳು ಕಡ್ಡಾಯವಾಗಿ ವಿದ್ಯಾವಂತರಾಗಬೇಕು. ಶಿಕ್ಷಣದಿಂದ ಮಾತ್ರ ಸಮಾಜದ ಅಭಿವೃದ್ಧಿ ಸಾಧ್ಯ ಎಂದು ತಾಲೂಕು ಮಡಿವಾಳ ಸಂಘದ ಅಧ್ಯಕ್ಷರು ಹೇಳಿದರು. ಪಟ್ಟಣದಲ್ಲಿ ಹಮ್ಮಿಕೊಂಡಿದ್ದ ಮಡಿವಾಳ ಮಾಚಿದೇವರ ಜಯಂತಿ ಹಾಗೂ ಪ್ರತಿಭಾ ಪುರಸ್ಕಾರ ಸಮಾರಂಭದಲ್ಲಿ ಅವರು ಮಾತನಾಡಿದರು. ಎಸ್.ಎಸ್.ಎಲ್.ಸಿ ಮತ್ತು ಪಿಯುಸಿ ಪರೀಕ್ಷೆಗಳಲ್ಲಿ ಹೆಚ್ಚಿನ ಅಂಕ ಗಳಿಸಿದ ಸಮಾಜದ ವಿದ್ಯಾರ್ಥಿಗಳನ್ನು ಸನ್ಮಾನಿಸಲಾಯಿತು. ಸರ್ಕಾರದ ಸೌಲಭ್ಯಗಳನ್ನು ಸಮರ್ಪಕವಾಗಿ ಬಳಸಿಕೊಂಡು ಸಮಾಜದ ಮಕ್ಕಳು ಉನ್ನತ ಹುದ್ದೆಗಳನ್ನು ಅಲಂಕರಿಸಬೇಕು. ಪೋಷಕರು ಹೆಣ್ಣು ಮಕ್ಕಳ ಶಿಕ್ಷಣಕ್ಕೆ ಹೆಚ್ಚಿನ ಆದ್ಯತೆ ನೀಡಬೇಕು ಎಂದು ಸಲಹೆ ನೀಡಿದರು. ಸಮಾಜದ ಹಿರಿಯ ಮುಖಂಡರು ಹಾಗೂ ಗ್ರಾಮಸ್ಥರು ಉಪಸ್ಥಿತರಿದ್ದರು. [623, 1104, 771, 1281]
census-dateline: ಹರಿಹರ, ಮೇ.4: [623, 672, 660, 680]
farmers-photo [162, 683, 455, 805]
madivala-headline: ಮಡಿವಾಳ ಸಮಾಜದ ಮಕ್ಕಳು ಕಡ್ಡಾಯವಾಗಿ ವಿದ್ಯಾವಂತರಾಗಬೇಕು [623, 908, 925, 955]
madivala-photo [623, 968, 925, 1098]
census-byline: ಕನ್ನಡನಾಡು ವಾರ್ತೆ [623, 664, 660, 671]
camp2-text: ಕನ್ನಡನಾಡು ವಾರ್ತೆ ದಾವಣಗೆರೆ, ಮೇ.4: 2025-26 ನೇ ಸಾಲಿನ ಬೇಸಿಗೆ ಶಿಬಿರವನ್ನು ಜಿಲ್ಲಾ ಬಾಲಭವನದಲ್ಲಿ ಆಯೋಜಿಸಲಾಗಿದ್ದು, 5 ರಿಂದ 16 ವರ್ಷದೊಳಗಿನ ಮಕ್ಕಳು ಭಾಗವಹಿಸಬಹುದಾಗಿದೆ. ಶಿಬಿರವು ಮೇ 05 ರಿಂದ ಪ್ರಾರಂಭವಾಗಿ 15 ದಿನಗಳ ಕಾಲ ನಡೆಯಲಿದೆ. ಮಕ್ಕಳ ಸೃಜನಶೀಲತೆ ಹಾಗೂ ಪ್ರತಿಭೆಯನ್ನು ಬೆಳೆಸುವ ನಿಟ್ಟಿನಲ್ಲಿ ವಿವಿಧ ತರಬೇತಿ ನೀಡಲಾಗುವುದು. ಆಸಕ್ತ ಪೋಷಕರು ತಮ್ಮ ಮಕ್ಕಳ ಹೆಸರನ್ನು ನೋಂದಾಯಿಸಿಕೊಳ್ಳಬೇಕು. ದೂರವಾಣಿ ಸಂಖ್ಯೆ: 8151807308 ಕ್ಕೆ ಸಂಪರ್ಕಿಸಬಹುದು. ಎರಡನೇ ಹಂತದ ಶಿಬಿರ ಮೇ 03 ರಿಂದ ನಡೆಯಲಿದೆ ಎಂದು ಪ್ರಕಟಣೆಯಲ್ಲಿ ತಿಳಿಸಲಾಗಿದೆ. 2025-26 ನೇ ಸಾಲಿನ ಬೇಸಿಗೆ ಶಿಬಿರವನ್ನು ಜಿಲ್ಲಾ ಬಾಲಭವನದಲ್ಲಿ ಆಯೋಜಿಸಲಾಗಿದ್ದು, 5 ರಿಂದ 16 ವರ್ಷದೊಳಗಿನ ಮಕ್ಕಳು ಭಾಗವಹಿಸಬಹುದಾಗಿದೆ. ಶಿಬಿರವು ಮೇ 05 ರಿಂದ ಪ್ರಾರಂಭವಾಗಿ 15 ದಿನಗಳ ಕಾಲ ನಡೆಯಲಿದೆ. ಮಕ್ಕಳ ಸೃಜನಶೀಲತೆ ಹಾಗೂ ಪ್ರತಿಭೆಯನ್ನು ಬೆಳೆಸುವ ನಿಟ್ಟಿನಲ್ಲಿ ವಿವಿಧ ತರಬೇತಿ ನೀಡಲಾಗುವುದು. ಆಸಕ್ತ ಪೋಷಕರು ತಮ್ಮ ಮಕ್ಕಳ ಹೆಸರನ್ನು ನೋಂದಾಯಿಸಿಕೊಳ್ಳಬೇಕು. ದೂರವಾಣಿ ಸಂಖ್ಯೆ: 8151807308 ಕ್ಕೆ ಸಂಪರ್ಕಿಸಬಹುದು. ಎರಡನೇ ಹಂತದ ಶಿಬಿರ ಮೇ 03 ರಿಂದ ನಡೆಯಲಿದೆ ಎಂದು ಪ್ರಕಟಣೆಯಲ್ಲಿ ತಿಳಿಸಲಾಗಿದೆ. [464, 340, 614, 475]
madivala-dateline: ಕೊರಟಗೆರೆ, ಮೇ.4: [623, 1112, 670, 1120]
bhagiratha-headline: ಛಲ ಬಿಡದ ಪ್ರಯತ್ನಕ್ಕೆ ಭಗೀರಥರು ಪ್ರೇರಣೆ [73, 1054, 410, 1083]
issue-date: ಸೋಮವಾರ 05 ಮೇ 2025 [713, 47, 925, 64]
main-story-text-col2: ವಿಕಸಿತ ಭಾರತದ ಕಲ್ಪನೆ ಪ್ರತಿಯೊಬ್ಬ ಭಾರತೀಯನು ಹೆಮ್ಮೆ ಪಡುವಂಥದ್ದು ಎಂದು ನಿವೃತ್ತ ಕೆಎಎಸ್ ಅಧಿಕಾರಿ ರಘುಮೂರ್ತಿ ಹೇಳಿದರು. ಅವರು ರಾಜ್ಯದ ಗ್ರಾಮೀಣ ಪ್ರದೇಶದ ಯುವಕರಿಗೆ ಜ್ಞಾನ ಮತ್ತು ಕೌಶಲ್ಯದ ಅರಿವನ್ನು ಮೂಡಿಸುವ ನಿಟ್ಟಿನಲ್ಲಿ ಹಮ್ಮಿಕೊಂಡಿದ್ದ ಶಿಬಿರದಲ್ಲಿ ಮಾತನಾಡಿದರು. ಸ್ವಾತಂತ್ರ್ಯ ನಂತರದಲ್ಲಿ 20 ಅಂಶದ ಕಾರ್ಯಕ್ರಮಗಳು ಮತ್ತು ಪಂಚವಾರ್ಷಿಕ ಯೋಜನೆಗಳು ದೇಶದ ಅಭಿವೃದ್ಧಿಗೆ ಕೊಡುಗೆ ನೀಡಿವೆ. 2047ಕ್ಕೆ ಭಾರತದ ಆರ್ಥಿಕ ಸ್ಥಿತಿ 30 ಟ್ರಿಲಿಯನ್ ಮೌಲ್ಯಮಾಪನದಲ್ಲಿ ಬಲಿಷ್ಠ ಆಗಿರಬೇಕು ಎಂಬುದು ನಮ್ಮ ಗುರಿಯಾಗಿದೆ. ಯುವಕರು ಗ್ರಾಮೀಣ ಭಾಗಗಳಲ್ಲಿ ಕೃಷಿ, ಶಿಕ್ಷಣ ಮತ್ತು ಉದ್ಯೋಗದ ಸಮಸ್ಯೆಗಳಿಗೆ ಪರಿಹಾರ ಕಂಡುಕೊಳ್ಳುವ ಮೂಲಕ ರಾಷ್ಟ್ರ ನಿರ್ಮಾಣದಲ್ಲಿ ಭಾಗಿಯಾಗಬೇಕು. ಪ್ರಜಾಪ್ರಭುತ್ವದ ಮೌಲ್ಯಗಳನ್ನು ಎತ್ತಿ ಹಿಡಿದು ಸಮಾನತೆಯ ಸಮಾಜ ಕಟ್ಟುವ ಜವಾಬ್ದಾರಿ ಪ್ರತಿಯೊಬ್ಬರ ಮೇಲಿದೆ ಎಂದು ಅಭಿಪ್ರಾಯಪಟ್ಟರು. ಈ ಸಂದರ್ಭದಲ್ಲಿ ಕಾಲೇಜಿನ ಪ್ರಾಂಶುಪಾಲರು, ಉಪನ್ಯಾಸಕರು, ಗ್ರಾಮ ಪಂಚಾಯಿತಿ ಸದಸ್ಯರು ಹಾಗೂ ವಿದ್ಯಾರ್ಥಿಗಳು ಉಪಸ್ಥಿತರಿದ್ದರು. [152, 316, 252, 485]
madivala-text-col2: ಮಡಿವಾಳ ಸಮಾಜದ ಮಕ್ಕಳು ಕಡ್ಡಾಯವಾಗಿ ವಿದ್ಯಾವಂತರಾಗಬೇಕು. ಶಿಕ್ಷಣದಿಂದ ಮಾತ್ರ ಸಮಾಜದ ಅಭಿವೃದ್ಧಿ ಸಾಧ್ಯ ಎಂದು ತಾಲೂಕು ಮಡಿವಾಳ ಸಂಘದ ಅಧ್ಯಕ್ಷರು ಹೇಳಿದರು. ಪಟ್ಟಣದಲ್ಲಿ ಹಮ್ಮಿಕೊಂಡಿದ್ದ ಮಡಿವಾಳ ಮಾಚಿದೇವರ ಜಯಂತಿ ಹಾಗೂ ಪ್ರತಿಭಾ ಪುರಸ್ಕಾರ ಸಮಾರಂಭದಲ್ಲಿ ಅವರು ಮಾತನಾಡಿದರು. ಎಸ್.ಎಸ್.ಎಲ್.ಸಿ ಮತ್ತು ಪಿಯುಸಿ ಪರೀಕ್ಷೆಗಳಲ್ಲಿ ಹೆಚ್ಚಿನ ಅಂಕ ಗಳಿಸಿದ ಸಮಾಜದ ವಿದ್ಯಾರ್ಥಿಗಳನ್ನು ಸನ್ಮಾನಿಸಲಾಯಿತು. ಸರ್ಕಾರದ ಸೌಲಭ್ಯಗಳನ್ನು ಸಮರ್ಪಕವಾಗಿ ಬಳಸಿಕೊಂಡು ಸಮಾಜದ ಮಕ್ಕಳು ಉನ್ನತ ಹುದ್ದೆಗಳನ್ನು ಅಲಂಕರಿಸಬೇಕು. ಪೋಷಕರು ಹೆಣ್ಣು ಮಕ್ಕಳ ಶಿಕ್ಷಣಕ್ಕೆ ಹೆಚ್ಚಿನ ಆದ್ಯತೆ ನೀಡಬೇಕು ಎಂದು ಸಲಹೆ ನೀಡಿದರು. ಸಮಾಜದ ಹಿರಿಯ ಮುಖಂಡರು ಹಾಗೂ ಗ್ರಾಮಸ್ಥರು ಉಪಸ್ಥಿತರಿದ್ದರು. ಮಡಿವಾಳ ಸಮಾಜದ ಮಕ್ಕಳು ಕಡ್ಡಾಯವಾಗಿ ವಿದ್ಯಾವಂತರಾಗಬೇಕು. ಶಿಕ್ಷಣದಿಂದ ಮಾತ್ರ ಸಮಾಜದ ಅಭಿವೃದ್ಧಿ ಸಾಧ್ಯ ಎಂದು ತಾಲೂಕು ಮಡಿವಾಳ ಸಂಘದ ಅಧ್ಯಕ್ಷರು ಹೇಳಿದರು. ಪಟ್ಟಣದಲ್ಲಿ ಹಮ್ಮಿಕೊಂಡಿದ್ದ ಮಡಿವಾಳ ಮಾಚಿದೇವರ ಜಯಂತಿ ಹಾಗೂ ಪ್ರತಿಭಾ ಪುರಸ್ಕಾರ ಸಮಾರಂಭದಲ್ಲಿ ಅವರು ಮಾತನಾಡಿದರು. ಎಸ್.ಎಸ್.ಎಲ್.ಸಿ ಮತ್ತು ಪಿಯುಸಿ ಪರೀಕ್ಷೆಗಳಲ್ಲಿ ಹೆಚ್ಚಿನ ಅಂಕ ಗಳಿಸಿದ ಸಮಾಜದ ವಿದ್ಯಾರ್ಥಿಗಳನ್ನು ಸನ್ಮಾನಿಸಲಾಯಿತು. ಸರ್ಕಾರದ ಸೌಲಭ್ಯಗಳನ್ನು ಸಮರ್ಪಕವಾಗಿ ಬಳಸಿಕೊಂಡು ಸಮಾಜದ ಮಕ್ಕಳು ಉನ್ನತ ಹುದ್ದೆಗಳನ್ನು ಅಲಂಕರಿಸಬೇಕು. ಪೋಷಕರು ಹೆಣ್ಣು ಮಕ್ಕಳ ಶಿಕ್ಷಣಕ್ಕೆ ಹೆಚ್ಚಿನ ಆದ್ಯತೆ ನೀಡಬೇಕು ಎಂದು ಸಲಹೆ ನೀಡಿದರು. ಸಮಾಜದ ಹಿರಿಯ ಮುಖಂಡರು ಹಾಗೂ ಗ್ರಾಮಸ್ಥರು ಉಪಸ್ಥಿತರಿದ್ದರು. [777, 1104, 925, 1264]
census-headline: ಜಾತಿ ಗಣತಿಯಲ್ಲಿ ಚಲವಾದಿಗಳು ಚಲವಾದಿ/ ಹೊಲೆಯ ಎಂದೇ ನಮೂದಿಸಿ [623, 492, 925, 539]
minister-byline: ಕನ್ನಡನಾಡು ವಾರ್ತೆ [623, 128, 660, 135]
census-photo [623, 552, 925, 660]
bhagiratha-byline: ಕನ್ನಡನಾಡು ವಾರ್ತೆ [28, 1100, 65, 1107]
farmers-dateline: ಕೊರಟಗೆರೆ, ಮೇ.4: [28, 692, 71, 700]
bhagiratha-photo [124, 1101, 455, 1273]
bhagiratha-text-col2: ಜೀವನದಲ್ಲಿ ಎಂತಹದೇ ಕಷ್ಟ ಎದುರಾದರೂ ಛಲ ಬಿಡದೆ ಸತತ ಪ್ರಯತ್ನದಿಂದ ಸಾಧನೆ ಮಾಡುವುದಕ್ಕೆ ಮಹರ್ಷಿ ಭಗೀರಥರು ಪ್ರೇರಣೆಯಾಗಿದ್ದಾರೆ ಎಂದು ಅಪರ ಜಿಲ್ಲಾಧಿಕಾರಿ ಬಿ.ಟಿ.ಕುಮಾರಸ್ವಾಮಿ ಹೇಳಿದರು. ಜಿಲ್ಲಾಡಳಿತ, ಜಿಲ್ಲಾ ಪಂಚಾಯತಿ, ಕನ್ನಡ ಮತ್ತು ಸಂಸ್ಕೃತಿ ಇಲಾಖೆ ಹಾಗೂ ನಗರ ಸಭೆ ಸಹಯೋಗದಲ್ಲಿ ಭಾನುವಾರ ಜಿಲ್ಲಾಧಿಕಾರಿ ಕಚೇರಿ ಸಭಾಂಗಣದಲ್ಲಿ ಆಯೋಜಿಸಿದ್ದ ಶ್ರೀ ಭಗೀರಥ ಮಹರ್ಷಿ ಜಯಂತಿ ಕಾರ್ಯಕ್ರಮದಲ್ಲಿ ಭಗೀರಥರ ಭಾವಚಿತ್ರಕ್ಕೆ ಪುಷ್ಪಾರ್ಚನೆ ಸಲ್ಲಿಸಿ ಮಾತನಾಡಿದರು. ಪ್ರಯತ್ನ ಹಾಗೂ ಸಾಧನೆಯ ದ್ಯೋತಕವಾದ ಭಗೀರಥ ಮಹರ್ಷಿಯ ಆದರ್ಶಗಳನ್ನು ಎಲ್ಲರೂ ಜೀವನದಲ್ಲಿ ಅಳವಡಿಸಿಕೊಳ್ಳಬೇಕು. ಹಲವು ಜನರ ಪರಿಶ್ರಮದ ಫಲವಾಗಿ ಸಮಾಜ ನಿರ್ಮಾಣವಾಗಿದೆ. ಸರ್ಕಾರ ಎಲ್ಲ ಮಹನೀಯರ ಜಯಂತಿಗಳನ್ನು ಆಚರಿಸುವ ಮೂಲಕ ಅವರ ಆದರ್ಶಗಳನ್ನು ಜನರಿಗೆ ತಲುಪಿಸುವ ಕೆಲಸ ಮಾಡುತ್ತಿದೆ ಎಂದರು. ಈ ಸಂದರ್ಭದಲ್ಲಿ ಉಪ್ಪಾರ ಸಮಾಜದ ಮುಖಂಡರು, ಜಿಲ್ಲಾ ಮಟ್ಟದ ಬಂಧುಗಳು ಉಪಸ್ಥಿತರಿದ್ದರು. [124, 1278, 204, 1498]
camp-text [464, 96, 614, 272]
madivala-body: ಮಡಿವಾಳ ಸಮಾಜದ ಮಕ್ಕಳು ಕಡ್ಡಾಯವಾಗಿ ವಿದ್ಯಾವಂತರಾಗಬೇಕು. ಶಿಕ್ಷಣದಿಂದ ಮಾತ್ರ ಸಮಾಜದ ಅಭಿವೃದ್ಧಿ ಸಾಧ್ಯ ಎಂದು ತಾಲೂಕು ಮಡಿವಾಳ ಸಂಘದ ಅಧ್ಯಕ್ಷರು ಹೇಳಿದರು. ಪಟ್ಟಣದಲ್ಲಿ ಹಮ್ಮಿಕೊಂಡಿದ್ದ ಮಡಿವಾಳ ಮಾಚಿದೇವರ ಜಯಂತಿ ಹಾಗೂ ಪ್ರತಿಭಾ ಪುರಸ್ಕಾರ ಸಮಾರಂಭದಲ್ಲಿ ಅವರು ಮಾತನಾಡಿದರು. ಎಸ್.ಎಸ್.ಎಲ್.ಸಿ ಮತ್ತು ಪಿಯುಸಿ ಪರೀಕ್ಷೆಗಳಲ್ಲಿ ಹೆಚ್ಚಿನ ಅಂಕ ಗಳಿಸಿದ ಸಮಾಜದ ವಿದ್ಯಾರ್ಥಿಗಳನ್ನು ಸನ್ಮಾನಿಸಲಾಯಿತು. ಸರ್ಕಾರದ ಸೌಲಭ್ಯಗಳನ್ನು ಸಮರ್ಪಕವಾಗಿ ಬಳಸಿಕೊಂಡು ಸಮಾಜದ ಮಕ್ಕಳು ಉನ್ನತ ಹುದ್ದೆಗಳನ್ನು ಅಲಂಕರಿಸಬೇಕು. ಪೋಷಕರು ಹೆಣ್ಣು ಮಕ್ಕಳ ಶಿಕ್ಷಣಕ್ಕೆ ಹೆಚ್ಚಿನ ಆದ್ಯತೆ ನೀಡಬೇಕು ಎಂದು ಸಲಹೆ ನೀಡಿದರು. ಸಮಾಜದ ಹಿರಿಯ ಮುಖಂಡರು ಹಾಗೂ ಗ್ರಾಮಸ್ಥರು ಉಪಸ್ಥಿತರಿದ್ದರು. [623, 1112, 771, 1196]
page-number: 02 [28, 42, 56, 66]
masthead-rule [22, 66, 925, 68]
paper-name: ಕನ್ನಡ ನಾಡು [418, 50, 462, 63]
bhagiratha-text-col1 [28, 1100, 120, 1480]
main-story-text-col4: ವಿಕಸಿತ ಭಾರತದ ಕಲ್ಪನೆ ಪ್ರತಿಯೊಬ್ಬ ಭಾರತೀಯನು ಹೆಮ್ಮೆ ಪಡುವಂಥದ್ದು ಎಂದು ನಿವೃತ್ತ ಕೆಎಎಸ್ ಅಧಿಕಾರಿ ರಘುಮೂರ್ತಿ ಹೇಳಿದರು. ಅವರು ರಾಜ್ಯದ ಗ್ರಾಮೀಣ ಪ್ರದೇಶದ ಯುವಕರಿಗೆ ಜ್ಞಾನ ಮತ್ತು ಕೌಶಲ್ಯದ ಅರಿವನ್ನು ಮೂಡಿಸುವ ನಿಟ್ಟಿನಲ್ಲಿ ಹಮ್ಮಿಕೊಂಡಿದ್ದ ಶಿಬಿರದಲ್ಲಿ ಮಾತನಾಡಿದರು. ಸ್ವಾತಂತ್ರ್ಯ ನಂತರದಲ್ಲಿ 20 ಅಂಶದ ಕಾರ್ಯಕ್ರಮಗಳು ಮತ್ತು ಪಂಚವಾರ್ಷಿಕ ಯೋಜನೆಗಳು ದೇಶದ ಅಭಿವೃದ್ಧಿಗೆ ಕೊಡುಗೆ ನೀಡಿವೆ. 2047ಕ್ಕೆ ಭಾರತದ ಆರ್ಥಿಕ ಸ್ಥಿತಿ 30 ಟ್ರಿಲಿಯನ್ ಮೌಲ್ಯಮಾಪನದಲ್ಲಿ ಬಲಿಷ್ಠ ಆಗಿರಬೇಕು ಎಂಬುದು ನಮ್ಮ ಗುರಿಯಾಗಿದೆ. ಯುವಕರು ಗ್ರಾಮೀಣ ಭಾಗಗಳಲ್ಲಿ ಕೃಷಿ, ಶಿಕ್ಷಣ ಮತ್ತು ಉದ್ಯೋಗದ ಸಮಸ್ಯೆಗಳಿಗೆ ಪರಿಹಾರ ಕಂಡುಕೊಳ್ಳುವ ಮೂಲಕ ರಾಷ್ಟ್ರ ನಿರ್ಮಾಣದಲ್ಲಿ ಭಾಗಿಯಾಗಬೇಕು. ಪ್ರಜಾಪ್ರಭುತ್ವದ ಮೌಲ್ಯಗಳನ್ನು ಎತ್ತಿ ಹಿಡಿದು ಸಮಾನತೆಯ ಸಮಾಜ ಕಟ್ಟುವ ಜವಾಬ್ದಾರಿ ಪ್ರತಿಯೊಬ್ಬರ ಮೇಲಿದೆ ಎಂದು ಅಭಿಪ್ರಾಯಪಟ್ಟರು. ಈ ಸಂದರ್ಭದಲ್ಲಿ ಕಾಲೇಜಿನ ಪ್ರಾಂಶುಪಾಲರು, ಉಪನ್ಯಾಸಕರು, ಗ್ರಾಮ ಪಂಚಾಯಿತಿ ಸದಸ್ಯರು ಹಾಗೂ ವಿದ್ಯಾರ್ಥಿಗಳು ಉಪಸ್ಥಿತರಿದ್ದರು. [360, 316, 455, 502]
camp-dateline: ದಾವಣಗೆರೆ, ಮೇ.4: [464, 104, 506, 112]
bhagiratha-dateline: ಚಿತ್ರದುರ್ಗ, ಮೇ.4: [28, 1108, 71, 1116]
minister-dateline: ಶಿವಮೊಗ್ಗ, ಮೇ.4: [623, 136, 666, 144]
registration-marks-icon: ●●●● [24, 1495, 60, 1505]
main-dateline: ನಾಯಕನಹಟ್ಟಿ, ಮೇ.4: [28, 170, 77, 178]
main-story-text-col1 [28, 162, 148, 632]
camp-byline: ಕನ್ನಡನಾಡು ವಾರ್ತೆ [464, 96, 501, 103]
census-text-col2: ರಾಜ್ಯ ಸರ್ಕಾರವು ಕೈಗೊಂಡಿರುವ ಪರಿಶಿಷ್ಟ ಜಾತಿಗಳ ಒಳ ಮೀಸಲಾತಿ ಸಮೀಕ್ಷೆಯಲ್ಲಿ ಚಲವಾದಿ ಸಮುದಾಯದವರು ತಮ್ಮ ಜಾತಿಯ ಕಾಲಂನಲ್ಲಿ ಚಲವಾದಿ/ಹೊಲೆಯ ಎಂದೇ ನಮೂದಿಸಬೇಕು ಎಂದು ಸಮಾಜದ ಮುಖಂಡರು ಮನವಿ ಮಾಡಿದರು. ಪರಿಶಿಷ್ಟ ಜಾತಿಯಲ್ಲಿರುವ 101 ಉಪ ಜಾತಿಗಳ ದತ್ತಾಂಶ ಸಂಗ್ರಹಕ್ಕಾಗಿ ನ್ಯಾಯಮೂರ್ತಿ ನಾಗಮೋಹನ್ ದಾಸ್ ಅವರ ನೇತೃತ್ವದಲ್ಲಿ ಮೇ 5 ರಿಂದ 21 ರವರೆಗೆ ಮನೆ ಮನೆ ಸಮೀಕ್ಷೆ ನಡೆಯಲಿದೆ. ಸಮುದಾಯದ ಜನರು ಗೊಂದಲಕ್ಕೆ ಒಳಗಾಗದೆ ಸರಿಯಾದ ಮಾಹಿತಿ ನೀಡಬೇಕು. ಶಿಕ್ಷಣ, ಉದ್ಯೋಗ ಮತ್ತು ರಾಜಕೀಯ ಪ್ರಾತಿನಿಧ್ಯದಲ್ಲಿ ನ್ಯಾಯ ಪಡೆಯಲು ಈ ಸಮೀಕ್ಷೆ ಮಹತ್ವದ್ದಾಗಿದೆ ಎಂದು ಹೇಳಿದರು. ಈ ಸಂದರ್ಭದಲ್ಲಿ ಸಮಾಜದ ಪದಾಧಿಕಾರಿಗಳು ಉಪಸ್ಥಿತರಿದ್ದರು. [777, 664, 925, 748]
main-byline: ಕನ್ನಡನಾಡು ವಾರ್ತೆ [28, 162, 65, 169]
farmers-text-col1 [28, 684, 158, 844]
registration-marks-right-icon: ●●●● [878, 1495, 914, 1505]
books-byline: ಕನ್ನಡನಾಡು ವಾರ್ತೆ [464, 872, 501, 879]
census-body: ರಾಜ್ಯ ಸರ್ಕಾರವು ಕೈಗೊಂಡಿರುವ ಪರಿಶಿಷ್ಟ ಜಾತಿಗಳ ಒಳ ಮೀಸಲಾತಿ ಸಮೀಕ್ಷೆಯಲ್ಲಿ ಚಲವಾದಿ ಸಮುದಾಯದವರು ತಮ್ಮ ಜಾತಿಯ ಕಾಲಂನಲ್ಲಿ ಚಲವಾದಿ/ಹೊಲೆಯ ಎಂದೇ ನಮೂದಿಸಬೇಕು ಎಂದು ಸಮಾಜದ ಮುಖಂಡರು ಮನವಿ ಮಾಡಿದರು. ಪರಿಶಿಷ್ಟ ಜಾತಿಯಲ್ಲಿರುವ 101 ಉಪ ಜಾತಿಗಳ ದತ್ತಾಂಶ ಸಂಗ್ರಹಕ್ಕಾಗಿ ನ್ಯಾಯಮೂರ್ತಿ ನಾಗಮೋಹನ್ ದಾಸ್ ಅವರ ನೇತೃತ್ವದಲ್ಲಿ ಮೇ 5 ರಿಂದ 21 ರವರೆಗೆ ಮನೆ ಮನೆ ಸಮೀಕ್ಷೆ ನಡೆಯಲಿದೆ. ಸಮುದಾಯದ ಜನರು ಗೊಂದಲಕ್ಕೆ ಒಳಗಾಗದೆ ಸರಿಯಾದ ಮಾಹಿತಿ ನೀಡಬೇಕು. ಶಿಕ್ಷಣ, ಉದ್ಯೋಗ ಮತ್ತು ರಾಜಕೀಯ ಪ್ರಾತಿನಿಧ್ಯದಲ್ಲಿ ನ್ಯಾಯ ಪಡೆಯಲು ಈ ಸಮೀಕ್ಷೆ ಮಹತ್ವದ್ದಾಗಿದೆ ಎಂದು ಹೇಳಿದರು. ಈ ಸಂದರ್ಭದಲ್ಲಿ ಸಮಾಜದ ಪದಾಧಿಕಾರಿಗಳು ಉಪಸ್ಥಿತರಿದ್ದರು. [623, 672, 771, 756]
camp-body: ಪ್ರಸಕ್ತ ಸಾಲಿನಲ್ಲಿ ದಾವಣಗೆರೆ ನಗರದ ಎಂ.ಸಿ.ಸಿ ಬಿ ಬ್ಲಾಕ್ ನಲ್ಲಿರುವ ಬಾಲ ಭವನದಲ್ಲಿ ಮಕ್ಕಳಿಗೆ ಬೇಸಿಗೆ ಶಿಬಿರವನ್ನು ಆಯೋಜಿಸಲಾಗಿದೆ. ಶಿಬಿರದಲ್ಲಿ ಚಿತ್ರಕಲೆ, ಕರಕುಶಲ, ಜಾನಪದ ನೃತ್ಯ, ಸಂಗೀತ, ಯೋಗ, ಕರಾಟೆ ಹಾಗೂ ಇತರ ಚಟುವಟಿಕೆಗಳನ್ನು ಕಲಿಸಲಾಗುವುದು. 6 ರಿಂದ 16 ವರ್ಷದ ವಯಸ್ಸಿನ ಮಕ್ಕಳು ಭಾಗವಹಿಸಬಹುದು. ಹೆಚ್ಚಿನ ಮಾಹಿತಿಗಾಗಿ ಮೊ.ನಂ: 9964496242, 9632887189 ನ್ನು ಸಂಪರ್ಕಿಸಬಹುದು ಎಂದು ಬಾಲಭವನದ ಕಾರ್ಯದರ್ಶಿ ತಿಳಿಸಿದ್ದಾರೆ. [464, 104, 614, 163]
camp-kicker: ಬೇಸಿಗೆ ಶಿಬಿರ [464, 72, 614, 92]
farmers-text-col1b: ಮುಂಗಾರು ಹಂಗಾಮು ಪ್ರಾರಂಭದ ಮೊದಲು ಜಮೀನನ್ನು ಉಳುಮೆ ಮಾಡುವುದರಿಂದ ಮಣ್ಣಿನ ಫಲವತ್ತತೆ ಹೆಚ್ಚುತ್ತದೆ. ಬೇಸಿಗೆಯಲ್ಲಿ ಮಾಗಿ ಉಳುಮೆ ಮಾಡುವುದರಿಂದ ಮಣ್ಣಿನಲ್ಲಿರುವ ಕೀಟಗಳ ಮೊಟ್ಟೆ, ಕೋಶಾವಸ್ಥೆಯ ಕೀಟಗಳು ಬಿಸಿಲಿಗೆ ನಾಶವಾಗುತ್ತವೆ ಹಾಗೂ ಕಳೆಗಳ ನಿಯಂತ್ರಣ ಸಾಧ್ಯವಾಗುತ್ತದೆ ಎಂದು ಸಹಾಯಕ ಕೃಷಿ ನಿರ್ದೇಶಕರು ತಿಳಿಸಿದ್ದಾರೆ. ಮಳೆ ನೀರು ಮಣ್ಣಿನಲ್ಲಿ ಇಂಗುವಿಕೆ ಹೆಚ್ಚಾಗಿ ತೇವಾಂಶ ಹೆಚ್ಚು ದಿನ ಉಳಿಯುತ್ತದೆ. ಇಳಿಜಾರಿಗೆ ಅಡ್ಡಲಾಗಿ ಉಳುಮೆ ಮಾಡುವುದರಿಂದ ಮಣ್ಣಿನ ಸವಕಳಿ ತಡೆಯಬಹುದು. ರೈತರು ಕೃಷಿ ಇಲಾಖೆಯ ಸಲಹೆಯಂತೆ ಬಿತ್ತನೆ ಬೀಜ ಮತ್ತು ರಸಗೊಬ್ಬರಗಳನ್ನು ರೈತ ಸಂಪರ್ಕ ಕೇಂದ್ರಗಳಲ್ಲಿ ಪಡೆದುಕೊಳ್ಳಬೇಕು. ಮಣ್ಣು ಪರೀಕ್ಷೆ ಮಾಡಿಸಿ ಶಿಫಾರಸ್ಸಿನಂತೆ ಗೊಬ್ಬರ ಬಳಸಿ ಎಂದು ರೈತರಲ್ಲಿ ಮನವಿ ಮಾಡಿದ್ದಾರೆ. [28, 848, 158, 940]
